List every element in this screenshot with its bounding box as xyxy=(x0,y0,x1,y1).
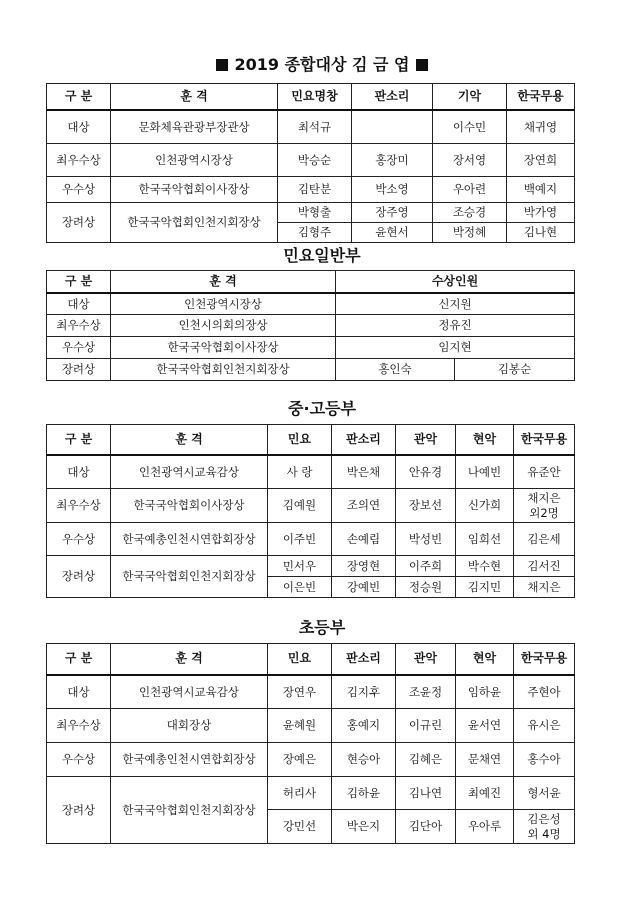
winner-cell: 윤서연 xyxy=(456,709,514,743)
award-cell: 한국국악협회인천지회장상 xyxy=(111,359,336,381)
header-minyo-master: 민요명창 xyxy=(278,84,352,110)
winner-cell: 윤현서 xyxy=(352,223,433,243)
award-cell: 인천광역시장상 xyxy=(111,144,278,177)
winner-cell: 이은빈 xyxy=(268,577,332,598)
section-title-general: 민요일반부 xyxy=(283,246,361,265)
table-row xyxy=(47,144,575,177)
table-row xyxy=(47,743,575,777)
square-bullet-icon xyxy=(416,59,428,71)
winner-cell: 조의연 xyxy=(332,489,396,523)
category-cell: 장려상 xyxy=(47,359,111,381)
header-instrument: 기악 xyxy=(433,84,507,110)
winner-cell: 김나현 xyxy=(507,223,575,243)
winner-cell xyxy=(352,110,433,144)
winner-cell: 박승순 xyxy=(278,144,352,177)
award-cell: 한국국악협회인천지회장상 xyxy=(111,777,268,844)
category-cell: 최우수상 xyxy=(47,709,111,743)
header-string: 현악 xyxy=(456,644,514,675)
award-cell: 한국국악협회이사장상 xyxy=(111,177,278,203)
award-cell: 한국국악협회인천지회장상 xyxy=(111,203,278,243)
section-title-elementary: 초등부 xyxy=(298,618,346,637)
table-header-row xyxy=(47,644,575,675)
winner-cell: 박성빈 xyxy=(396,523,456,556)
winner-cell: 김나연 xyxy=(396,777,456,810)
table-row xyxy=(47,489,575,523)
award-cell: 한국예총인천시연합회장상 xyxy=(111,743,268,777)
header-wind: 관악 xyxy=(396,425,456,455)
award-cell: 한국예총인천시연합회장상 xyxy=(111,523,268,556)
winner-extra-count: 외2명 xyxy=(529,505,559,520)
winner-cell: 손예림 xyxy=(332,523,396,556)
winner-cell: 임하윤 xyxy=(456,675,514,709)
winner-cell: 박은지 xyxy=(332,810,396,844)
header-award: 훈 격 xyxy=(111,84,278,110)
winner-cell: 신가희 xyxy=(456,489,514,523)
winner-cell: 박소영 xyxy=(352,177,433,203)
winner-cell: 우아련 xyxy=(433,177,507,203)
category-cell: 장려상 xyxy=(47,777,111,844)
winner-cell: 나예빈 xyxy=(456,455,514,489)
winner-cell: 유준안 xyxy=(514,455,575,489)
header-pansori: 판소리 xyxy=(332,425,396,455)
category-cell: 장려상 xyxy=(47,556,111,598)
header-category: 구 분 xyxy=(47,644,111,675)
table-row xyxy=(47,110,575,144)
winner-cell: 장서영 xyxy=(433,144,507,177)
table-row xyxy=(47,293,575,315)
winner-cell: 임희선 xyxy=(456,523,514,556)
header-pansori: 판소리 xyxy=(332,644,396,675)
winner-cell: 장영현 xyxy=(332,556,396,577)
winner-cell: 이주희 xyxy=(396,556,456,577)
winner-cell: 홍장미 xyxy=(352,144,433,177)
winner-cell: 김지후 xyxy=(332,675,396,709)
winner-cell: 김탄분 xyxy=(278,177,352,203)
winner-cell: 김형주 xyxy=(278,223,352,243)
award-cell: 한국국악협회이사장상 xyxy=(111,489,268,523)
category-cell: 우수상 xyxy=(47,337,111,359)
header-winners: 수상인원 xyxy=(336,271,575,293)
section-title-middle-high: 중·고등부 xyxy=(288,399,356,418)
winner-cell: 우아루 xyxy=(456,810,514,844)
header-award: 훈 격 xyxy=(111,425,268,455)
category-cell: 최우수상 xyxy=(47,144,111,177)
winner-cell: 조승경 xyxy=(433,203,507,223)
winner-cell: 허리사 xyxy=(268,777,332,810)
winner-cell: 강민선 xyxy=(268,810,332,844)
winner-cell: 김봉순 xyxy=(455,359,575,381)
header-award: 훈 격 xyxy=(111,271,336,293)
winner-cell: 장주영 xyxy=(352,203,433,223)
winner-cell: 박은채 xyxy=(332,455,396,489)
award-cell: 대회장상 xyxy=(111,709,268,743)
category-cell: 우수상 xyxy=(47,743,111,777)
category-cell: 장려상 xyxy=(47,203,111,243)
winner-cell: 조윤정 xyxy=(396,675,456,709)
category-cell: 최우수상 xyxy=(47,489,111,523)
winner-cell: 주현아 xyxy=(514,675,575,709)
winner-name: 채지은 xyxy=(527,491,561,506)
table-row xyxy=(47,675,575,709)
winner-name: 김은성 xyxy=(527,812,561,827)
header-award: 훈 격 xyxy=(111,644,268,675)
table-row xyxy=(47,359,575,381)
winner-cell: 김혜은 xyxy=(396,743,456,777)
header-string: 현악 xyxy=(456,425,514,455)
winner-cell: 최예진 xyxy=(456,777,514,810)
winner-cell: 윤혜원 xyxy=(268,709,332,743)
winner-cell: 정유진 xyxy=(336,315,575,337)
winner-cell: 정승원 xyxy=(396,577,456,598)
award-cell: 한국국악협회이사장상 xyxy=(111,337,336,359)
winner-cell: 이규린 xyxy=(396,709,456,743)
table-row xyxy=(47,337,575,359)
elementary-award-table xyxy=(46,643,575,844)
winner-cell: 박형출 xyxy=(278,203,352,223)
table-row xyxy=(47,315,575,337)
table-row xyxy=(47,203,575,223)
winner-cell: 장연우 xyxy=(268,675,332,709)
award-cell: 인천시의회의장상 xyxy=(111,315,336,337)
winner-cell: 현승아 xyxy=(332,743,396,777)
header-pansori: 판소리 xyxy=(352,84,433,110)
header-wind: 관악 xyxy=(396,644,456,675)
category-cell: 최우수상 xyxy=(47,315,111,337)
winner-cell: 김예원 xyxy=(268,489,332,523)
winner-cell: 백예지 xyxy=(507,177,575,203)
winner-cell: 박가영 xyxy=(507,203,575,223)
winner-cell: 홍수아 xyxy=(514,743,575,777)
winner-cell: 유시은 xyxy=(514,709,575,743)
winner-cell: 문채연 xyxy=(456,743,514,777)
header-category: 구 분 xyxy=(47,271,111,293)
winner-cell: 박정혜 xyxy=(433,223,507,243)
table-row xyxy=(47,556,575,577)
winner-cell: 임지현 xyxy=(336,337,575,359)
award-cell: 인천광역시교육감상 xyxy=(111,675,268,709)
award-cell: 한국국악협회인천지회장상 xyxy=(111,556,268,598)
table-row xyxy=(47,177,575,203)
header-korean-dance: 한국무용 xyxy=(514,425,575,455)
winner-cell: 김지민 xyxy=(456,577,514,598)
header-korean-dance: 한국무용 xyxy=(507,84,575,110)
winner-cell: 장연희 xyxy=(507,144,575,177)
overall-title-text: 2019 종합대상 김 금 엽 xyxy=(234,55,410,74)
header-minyo: 민요 xyxy=(268,425,332,455)
award-cell: 인천광역시교육감상 xyxy=(111,455,268,489)
table-row xyxy=(47,709,575,743)
table-row xyxy=(47,455,575,489)
winner-cell: 홍예지 xyxy=(332,709,396,743)
winner-cell xyxy=(514,489,575,523)
category-cell: 대상 xyxy=(47,455,111,489)
winner-cell: 형서윤 xyxy=(514,777,575,810)
winner-cell: 채지은 xyxy=(514,577,575,598)
header-category: 구 분 xyxy=(47,425,111,455)
category-cell: 우수상 xyxy=(47,523,111,556)
winner-cell: 장예은 xyxy=(268,743,332,777)
table-header-row xyxy=(47,84,575,110)
winner-cell: 장보선 xyxy=(396,489,456,523)
category-cell: 대상 xyxy=(47,110,111,144)
table-row xyxy=(47,777,575,810)
table-row xyxy=(47,523,575,556)
winner-cell: 이수민 xyxy=(433,110,507,144)
table-header-row xyxy=(47,425,575,455)
table-header-row xyxy=(47,271,575,293)
winner-cell: 홍인숙 xyxy=(336,359,455,381)
square-bullet-icon xyxy=(216,59,228,71)
award-cell: 인천광역시장상 xyxy=(111,293,336,315)
header-category: 구 분 xyxy=(47,84,111,110)
winner-cell: 강예빈 xyxy=(332,577,396,598)
award-cell: 문화체육관광부장관상 xyxy=(111,110,278,144)
middle-high-award-table xyxy=(46,424,575,598)
winner-extra-count: 외 4명 xyxy=(527,826,561,841)
winner-cell: 민서우 xyxy=(268,556,332,577)
section-title-overall xyxy=(0,52,644,75)
winner-cell: 최석규 xyxy=(278,110,352,144)
overall-award-table xyxy=(46,83,575,243)
winner-cell: 김은세 xyxy=(514,523,575,556)
header-korean-dance: 한국무용 xyxy=(514,644,575,675)
winner-cell: 김하윤 xyxy=(332,777,396,810)
winner-cell: 이주빈 xyxy=(268,523,332,556)
category-cell: 대상 xyxy=(47,675,111,709)
winner-cell: 사 랑 xyxy=(268,455,332,489)
winner-cell: 신지원 xyxy=(336,293,575,315)
winner-cell: 박수현 xyxy=(456,556,514,577)
winner-cell: 김서진 xyxy=(514,556,575,577)
header-minyo: 민요 xyxy=(268,644,332,675)
winner-cell: 채귀영 xyxy=(507,110,575,144)
winner-cell: 김단아 xyxy=(396,810,456,844)
winner-cell xyxy=(514,810,575,844)
winner-cell: 안유경 xyxy=(396,455,456,489)
category-cell: 대상 xyxy=(47,293,111,315)
category-cell: 우수상 xyxy=(47,177,111,203)
general-award-table xyxy=(46,270,575,381)
